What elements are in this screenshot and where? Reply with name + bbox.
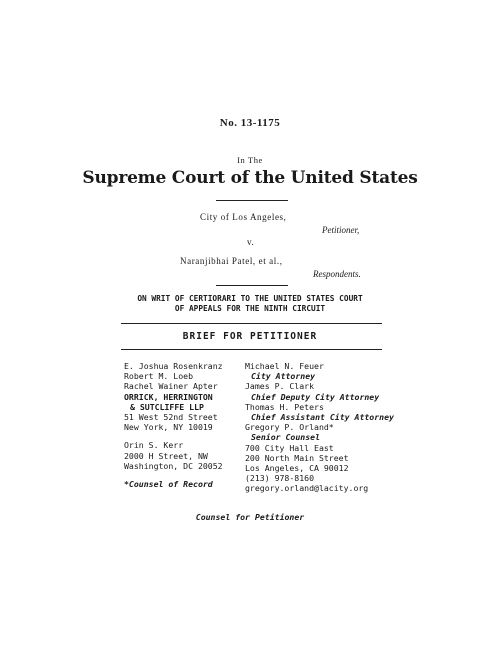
attorney-name: Michael N. Feuer bbox=[245, 361, 324, 371]
address-line: Los Angeles, CA 90012 bbox=[245, 462, 349, 473]
counsel-for-petitioner: Counsel for Petitioner bbox=[195, 512, 305, 522]
right-counsel-column bbox=[245, 361, 394, 493]
attorney-title: Senior Counsel bbox=[251, 432, 321, 443]
attorney-name: Orin S. Kerr bbox=[124, 440, 184, 451]
writ-line-1: ON WRIT OF CERTIORARI TO THE UNITED STATES COURT bbox=[137, 294, 363, 303]
divider-top bbox=[216, 200, 288, 201]
firm-name: & SUTCLIFFE LLP bbox=[130, 401, 204, 412]
address-line: New York, NY 10019 bbox=[124, 422, 213, 433]
divider-long-top bbox=[121, 323, 382, 324]
address-line: 700 City Hall East bbox=[245, 442, 334, 453]
spacer bbox=[124, 471, 223, 479]
respondent-name: Naranjibhai Patel, et al., bbox=[180, 256, 283, 266]
attorney-title: City Attorney bbox=[251, 371, 316, 382]
respondent-role: Respondents. bbox=[313, 269, 361, 279]
attorney-name: Rachel Wainer Apter bbox=[124, 381, 218, 392]
attorney-name: Robert M. Loeb bbox=[124, 371, 194, 382]
attorney-title: Chief Assistant City Attorney bbox=[251, 411, 394, 422]
versus-label: v. bbox=[247, 237, 254, 247]
petitioner-name: City of Los Angeles, bbox=[200, 212, 287, 222]
petitioner-role: Petitioner, bbox=[322, 225, 360, 235]
email-address: gregory.orland@lacity.org bbox=[245, 483, 369, 494]
address-line: 2000 H Street, NW bbox=[124, 450, 208, 461]
counsel-of-record-note: *Counsel of Record bbox=[124, 478, 213, 489]
address-line: Washington, DC 20052 bbox=[124, 460, 223, 471]
address-line: 51 West 52nd Street bbox=[124, 411, 218, 422]
writ-line-2: OF APPEALS FOR THE NINTH CIRCUIT bbox=[174, 304, 326, 313]
divider-long-bottom bbox=[121, 349, 382, 350]
attorney-title: Chief Deputy City Attorney bbox=[251, 391, 380, 402]
attorney-name: James P. Clark bbox=[245, 381, 315, 392]
docket-number: No. 13-1175 bbox=[219, 117, 281, 129]
in-the-label: In The bbox=[237, 155, 263, 165]
phone-number: (213) 978-8160 bbox=[245, 473, 315, 484]
left-counsel-column bbox=[124, 361, 223, 489]
attorney-name: Gregory P. Orland* bbox=[245, 422, 334, 433]
address-line: 200 North Main Street bbox=[245, 452, 349, 463]
court-name: Supreme Court of the United States bbox=[82, 168, 418, 188]
spacer bbox=[124, 432, 223, 440]
attorney-name: Thomas H. Peters bbox=[245, 401, 324, 412]
firm-name: ORRICK, HERRINGTON bbox=[124, 391, 213, 402]
brief-title: BRIEF FOR PETITIONER bbox=[182, 331, 318, 342]
divider-mid bbox=[216, 285, 288, 286]
attorney-name: E. Joshua Rosenkranz bbox=[124, 361, 223, 371]
